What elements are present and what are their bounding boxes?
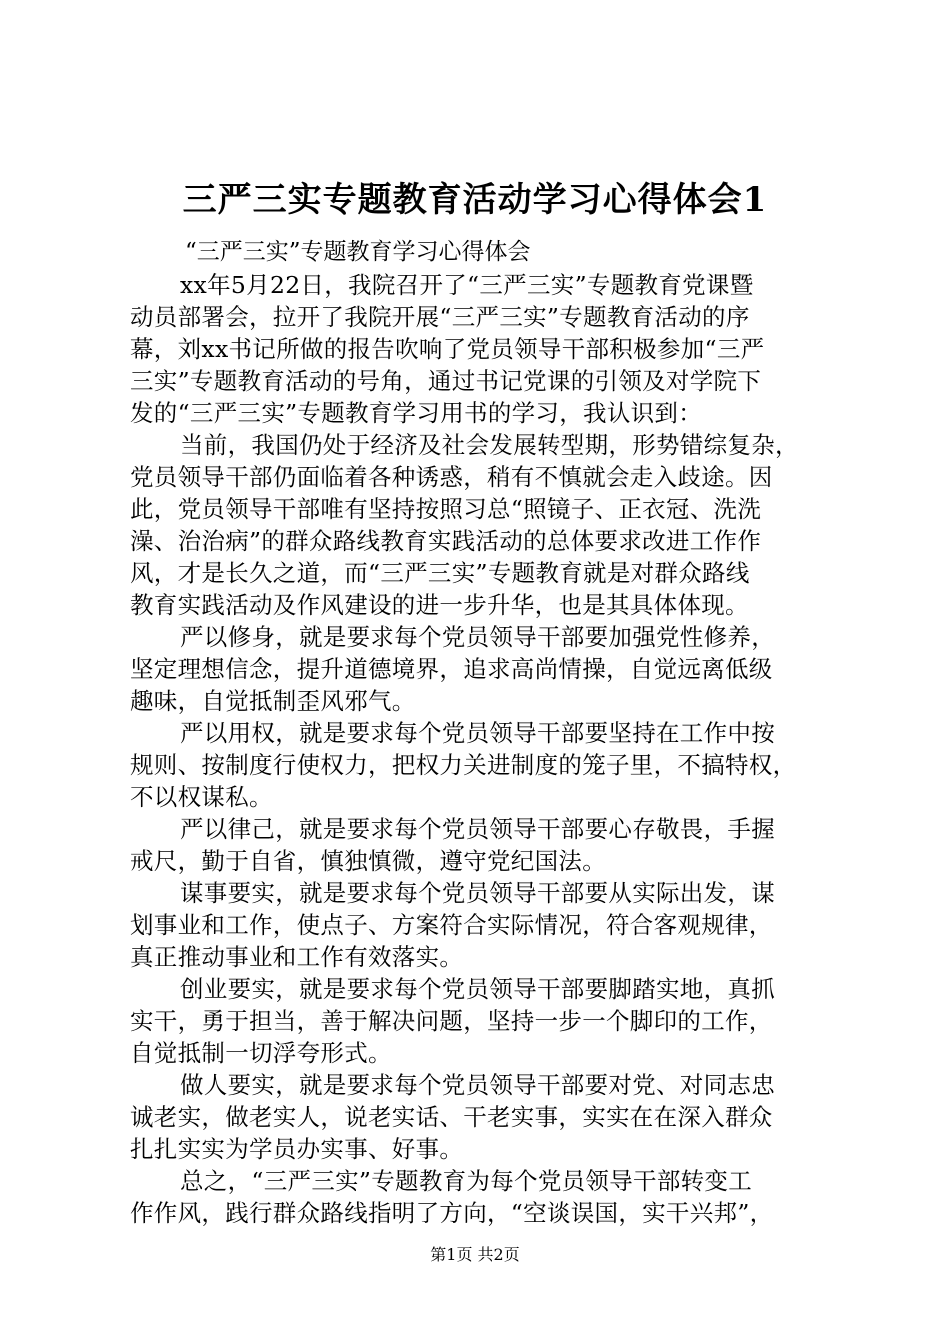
body-line: 做人要实，就是要求每个党员领导干部要对党、对同志忠	[180, 1071, 775, 1099]
body-line: 发的“三严三实”专题教育学习用书的学习，我认识到：	[130, 399, 703, 427]
body-line: 戒尺，勤于自省，慎独慎微，遵守党纪国法。	[130, 847, 606, 875]
body-line: 诚老实，做老实人，说老实话、干老实事，实实在在深入群众	[130, 1103, 773, 1131]
body-line: 教育实践活动及作风建设的进一步升华，也是其具体体现。	[130, 591, 749, 619]
document-title: 三严三实专题教育活动学习心得体会1	[182, 180, 768, 220]
body-line: 总之，“三严三实”专题教育为每个党员领导干部转变工	[180, 1167, 753, 1195]
body-line: 趣味，自觉抵制歪风邪气。	[130, 687, 416, 715]
body-line: 严以用权，就是要求每个党员领导干部要坚持在工作中按	[180, 719, 775, 747]
body-line: 当前，我国仍处于经济及社会发展转型期，形势错综复杂，	[180, 431, 799, 459]
body-line: 划事业和工作，使点子、方案符合实际情况，符合客观规律，	[130, 911, 773, 939]
body-line: 幕，刘xx书记所做的报告吹响了党员领导干部积极参加“三严	[130, 335, 765, 363]
body-line: 实干，勇于担当，善于解决问题，坚持一步一个脚印的工作，	[130, 1007, 773, 1035]
body-line: 严以律己，就是要求每个党员领导干部要心存敬畏，手握	[180, 815, 775, 843]
body-line: 动员部署会，拉开了我院开展“三严三实”专题教育活动的序	[130, 303, 750, 331]
body-line: 谋事要实，就是要求每个党员领导干部要从实际出发，谋	[180, 879, 775, 907]
body-line: 规则、按制度行使权力，把权力关进制度的笼子里，不搞特权，	[130, 751, 797, 779]
body-line: 作作风，践行群众路线指明了方向，“空谈误国，实干兴邦”，	[130, 1199, 774, 1227]
body-line: 坚定理想信念，提升道德境界，追求高尚情操，自觉远离低级	[130, 655, 773, 683]
body-line: 不以权谋私。	[130, 783, 273, 811]
body-line: 三实”专题教育活动的号角，通过书记党课的引领及对学院下	[130, 367, 762, 395]
body-line: 扎扎实实为学员办实事、好事。	[130, 1135, 464, 1163]
body-line: 真正推动事业和工作有效落实。	[130, 943, 464, 971]
body-line: 创业要实，就是要求每个党员领导干部要脚踏实地，真抓	[180, 975, 775, 1003]
body-line: 自觉抵制一切浮夸形式。	[130, 1039, 392, 1067]
body-line: xx年5月22日，我院召开了“三严三实”专题教育党课暨	[180, 271, 754, 299]
document-subtitle: “三严三实”专题教育学习心得体会	[185, 239, 531, 265]
body-line: 党员领导干部仍面临着各种诱惑，稍有不慎就会走入歧途。因	[130, 463, 773, 491]
page-footer: 第1页 共2页	[430, 1245, 520, 1264]
body-line: 此，党员领导干部唯有坚持按照习总“照镜子、正衣冠、洗洗	[130, 495, 762, 523]
body-line: 风，才是长久之道，而“三严三实”专题教育就是对群众路线	[130, 559, 750, 587]
body-line: 严以修身，就是要求每个党员领导干部要加强党性修养，	[180, 623, 775, 651]
body-line: 澡、治治病”的群众路线教育实践活动的总体要求改进工作作	[130, 527, 762, 555]
